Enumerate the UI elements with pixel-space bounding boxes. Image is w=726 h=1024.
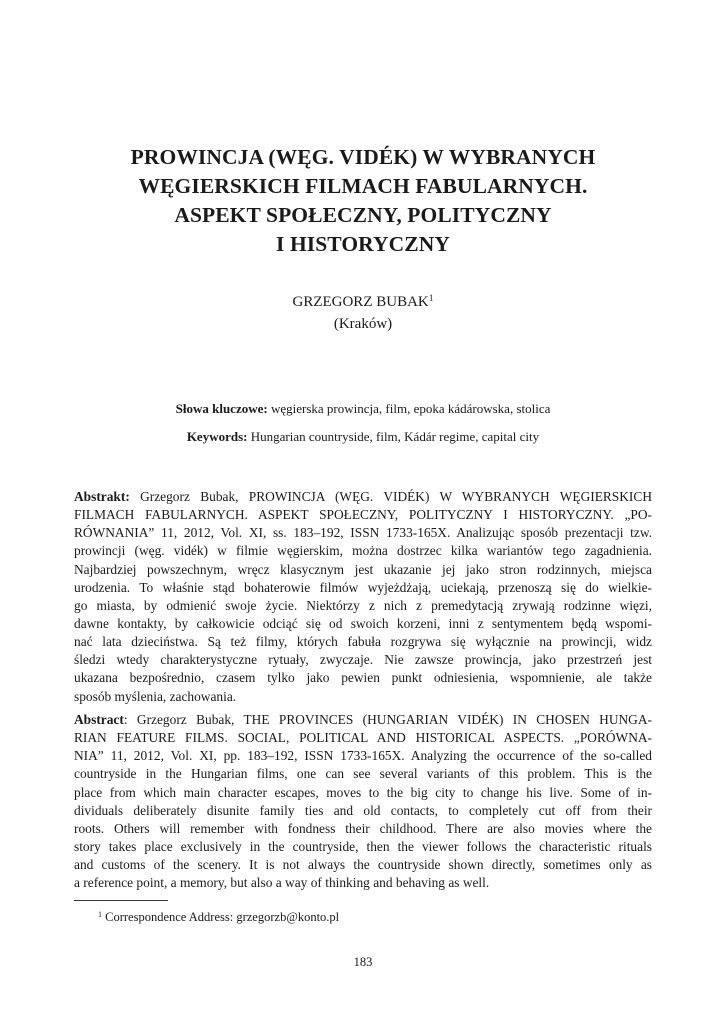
abstract-line-text: a reference point, a memory, but also a way of thinking and behaving as well.: [74, 875, 490, 891]
abstract-line-text: and customs of the scenery. It is not always the countryside shown directly, sometimes only as: [74, 857, 652, 873]
abstract-line: [74, 597, 652, 615]
abstract-line: [74, 802, 652, 820]
article-title: [60, 143, 666, 259]
abstract-line: [74, 820, 652, 838]
page-number: 183: [353, 955, 373, 969]
title-line: WĘGIERSKICH FILMACH FABULARNYCH.: [138, 174, 588, 198]
abstract-line-text: FILMACH FABULARNYCH. ASPEKT SPOŁECZNY, POLITYCZNY I HISTORYCZNY. „PO-: [74, 507, 652, 523]
abstract-label: Abstract: [74, 712, 124, 727]
title-line: I HISTORYCZNY: [276, 232, 450, 256]
abstract-line-text: nać lata dzieciństwa. Są też filmy, których fabuła rozgrywa się wyłącznie na prowincji, widz: [74, 634, 652, 650]
abstract-line: [74, 506, 652, 524]
keywords-english-label: Keywords:: [186, 429, 248, 444]
abstract-line-text: urodzenia. To właśnie stąd bohaterowie filmów wyjeżdżają, uciekają, przenoszą się do wielkie-: [74, 579, 652, 595]
footnote-text: Correspondence Address: grzegorzb@konto.pl: [102, 910, 340, 924]
abstract-english: [74, 711, 652, 892]
abstract-line-text: ukazana bezpośrednio, czasem tylko jako pewien punkt odniesienia, wspomnienie, ale także: [74, 670, 652, 686]
abstract-line-text: go miasta, by odmienić swoje życie. Niektórzy z nich z premedytacją zrywają rodzinne więzi,: [74, 597, 652, 613]
abstract-line: [74, 651, 652, 669]
abstract-line: [74, 524, 652, 542]
abstract-line: [74, 711, 652, 729]
abstract-line-text: countryside in the Hungarian films, one can see several variants of this problem. This is the: [74, 766, 652, 782]
abstract-line: [74, 633, 652, 651]
abstract-line-text: Grzegorz Bubak, PROWINCJA (WĘG. VIDÉK) W WYBRANYCH WĘGIERSKICH: [129, 489, 652, 504]
abstract-line-text: NIA” 11, 2012, Vol. XI, pp. 183–192, ISSN 1733-165X. Analyzing the occurrence of the so-called: [74, 748, 652, 764]
keywords-polish: [0, 400, 726, 418]
author-footnote-mark: 1: [428, 294, 434, 304]
author-city: (Kraków): [333, 316, 393, 332]
abstract-line: [74, 615, 652, 633]
footnote-divider: [74, 900, 168, 901]
abstract-line-text: śledzi wtedy charakterystyczne rytuały, zwyczaje. Nie zawsze prowincja, jako przestrzeń jest: [74, 652, 652, 668]
abstract-line: [74, 542, 652, 560]
abstract-line-text: sposób myślenia, zachowania.: [74, 688, 237, 704]
abstract-line: [74, 856, 652, 874]
abstract-line-text: dawne kontakty, by całkowicie odciąć się od swoich korzeni, inni z sentymentem będą wspomi-: [74, 615, 652, 631]
keywords-english-text: Hungarian countryside, film, Kádár regime, capital city: [250, 429, 540, 444]
abstract-line: [74, 669, 652, 687]
abstract-label: Abstrakt:: [74, 489, 130, 504]
keywords-english: [0, 428, 726, 446]
abstract-line: [74, 874, 652, 892]
abstract-line: [74, 488, 652, 506]
abstract-line: [74, 579, 652, 597]
abstract-line: [74, 561, 652, 579]
abstract-line-text: prowincji (węg. vidék) w filmie węgierskim, można dostrzec kilka wariantów tego zagadnienia.: [74, 543, 652, 559]
abstract-line: [74, 747, 652, 765]
abstract-polish: [74, 488, 652, 706]
footnote-mark: 1: [98, 910, 102, 919]
abstract-line-text: RIAN FEATURE FILMS. SOCIAL, POLITICAL AND HISTORICAL ASPECTS. „PORÓWNA-: [74, 730, 652, 746]
author-block: [0, 291, 726, 335]
title-line: ASPEKT SPOŁECZNY, POLITYCZNY: [174, 203, 552, 227]
abstract-line-text: story takes place exclusively in the countryside, then the viewer follows the characteristic rituals: [74, 838, 652, 854]
title-line: PROWINCJA (WĘG. VIDÉK) W WYBRANYCH: [130, 145, 596, 169]
abstract-line-text: : Grzegorz Bubak, THE PROVINCES (HUNGARIAN VIDÉK) IN CHOSEN HUNGA-: [123, 712, 652, 727]
abstract-line: [74, 784, 652, 802]
footnote: [98, 909, 339, 925]
abstract-line-text: place from which main character escapes, moves to the big city to change his live. Some of in-: [74, 784, 652, 800]
abstract-line-text: Najbardziej powszechnym, wręcz klasycznym jest ukazanie jej jako stron rodzinnych, miejsca: [74, 561, 652, 577]
keywords-polish-text: węgierska prowincja, film, epoka kádárowska, stolica: [270, 401, 551, 416]
abstract-line-text: roots. Others will remember with fondness their childhood. There are also movies where the: [74, 820, 652, 836]
author-name: GRZEGORZ BUBAK: [292, 294, 429, 310]
abstract-line: [74, 729, 652, 747]
abstract-line-text: RÓWNANIA” 11, 2012, Vol. XI, ss. 183–192, ISSN 1733-165X. Analizując sposób prezentacji tzw.: [74, 525, 652, 541]
abstract-line: [74, 765, 652, 783]
keywords-polish-label: Słowa kluczowe:: [175, 401, 268, 416]
abstract-line: [74, 838, 652, 856]
abstract-line-text: dividuals deliberately disunite family ties and old contacts, to completely cut off from their: [74, 802, 652, 818]
abstract-line: [74, 688, 652, 706]
